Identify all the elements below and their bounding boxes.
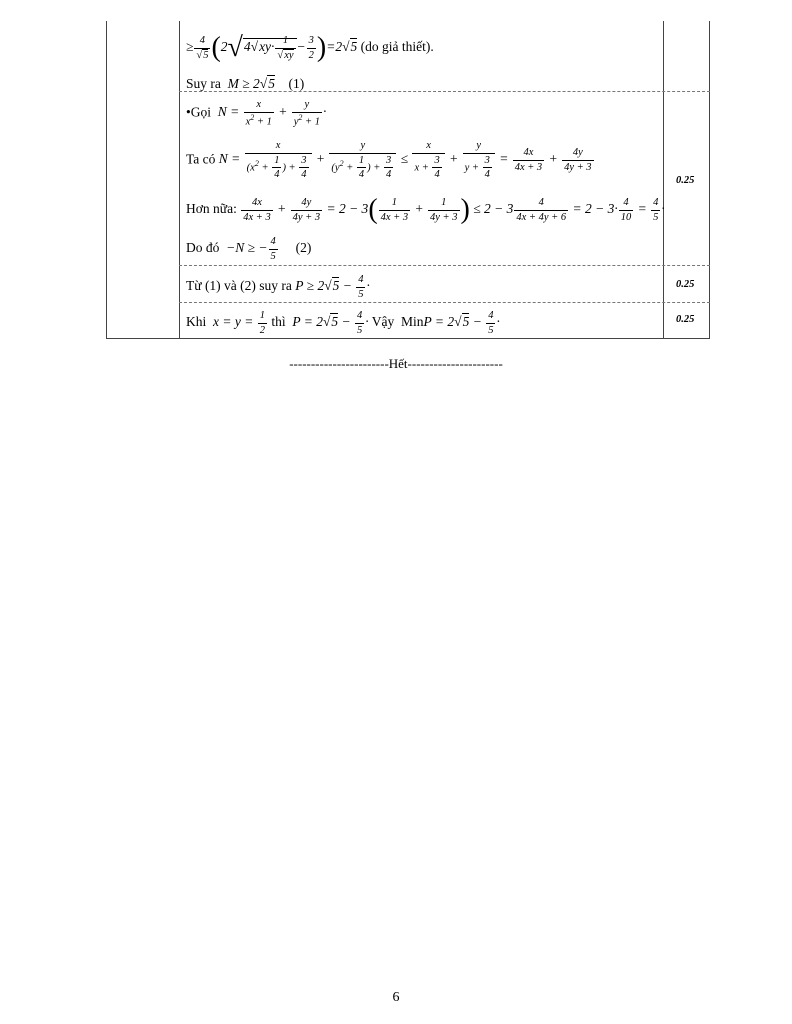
- text-label: Do đó: [186, 240, 220, 256]
- formula-line: Ta có N = x ($x^2$ + $\frac{1}{4}$ ) + $\frac{3}{4}$ + y ($y^2$ + $\frac{1}{4}$ ) + $\frac{3}{4}$ ≤ x x + $\frac{3}{4}$ + y y + $\frac{3}{4}$ = $\frac{4x}{4x + 3}$ + $\frac{4y}{4y + 3}$: [186, 140, 592, 181]
- formula-line: Từ (1) và (2) suy ra P ≥ 2√5 − $\frac{4}{5}$ ·: [186, 274, 370, 300]
- formula-line: ≥ $\frac{4}{√5}$ (2√4√xy· $\frac{1}{√xy}$ − $\frac{3}{2}$ )=2√5 (do giả thiết).: [186, 32, 434, 63]
- table-divider-2: [663, 21, 664, 339]
- text-label: Suy ra: [186, 76, 221, 91]
- end-marker: -----------------------Hết----------------------: [289, 356, 503, 371]
- text-label: Ta có: [186, 151, 216, 167]
- text-label: Từ (1) và (2) suy ra: [186, 278, 292, 294]
- note-text: (do giả thiết).: [360, 39, 434, 55]
- table-border-bottom: [106, 338, 710, 339]
- formula-line: Suy ra M ≥ 2√5 (1): [186, 76, 305, 91]
- table-border-left: [106, 21, 107, 339]
- equation-tag: (2): [295, 240, 312, 256]
- text-label: Gọi: [190, 104, 211, 120]
- formula-line: •Gọi N = $\frac{x}{x^2 + 1}$ + $\frac{y}{y^2 + 1}$ ·: [186, 99, 327, 128]
- row-divider: [179, 265, 710, 266]
- score-value: 0.25: [676, 175, 695, 186]
- row-divider: [179, 91, 710, 92]
- equation-tag: (1): [288, 76, 305, 91]
- formula-line: Do đó −N ≥ − $\frac{4}{5}$ (2): [186, 236, 312, 262]
- page-number: 6: [392, 990, 400, 1005]
- text-label: thì: [271, 314, 286, 330]
- score-value: 0.25: [676, 279, 695, 290]
- text-label: Hơn nữa:: [186, 201, 237, 217]
- text-label: Vậy: [371, 314, 395, 330]
- text-label: Khi: [186, 314, 207, 330]
- formula-line: Hơn nữa: $\frac{4x}{4x + 3}$ + $\frac{4y}{4y + 3}$ = 2 − 3( $\frac{1}{4x + 3}$ + $\frac{1}{4y + 3}$ ) ≤ 2 − 3 $\frac{4}{4x + 4y + 6}$ = 2 − 3· $\frac{4}{10}$ = $\frac{4}{5}$ ·: [186, 194, 665, 225]
- formula-line: Khi x = y = $\frac{1}{2}$ thì P = 2√5 − $\frac{4}{5}$ · Vậy MinP = 2√5 − $\frac{4}{5}$ ·: [186, 310, 500, 336]
- row-divider: [179, 302, 710, 303]
- table-divider-1: [179, 21, 180, 339]
- score-value: 0.25: [676, 314, 695, 325]
